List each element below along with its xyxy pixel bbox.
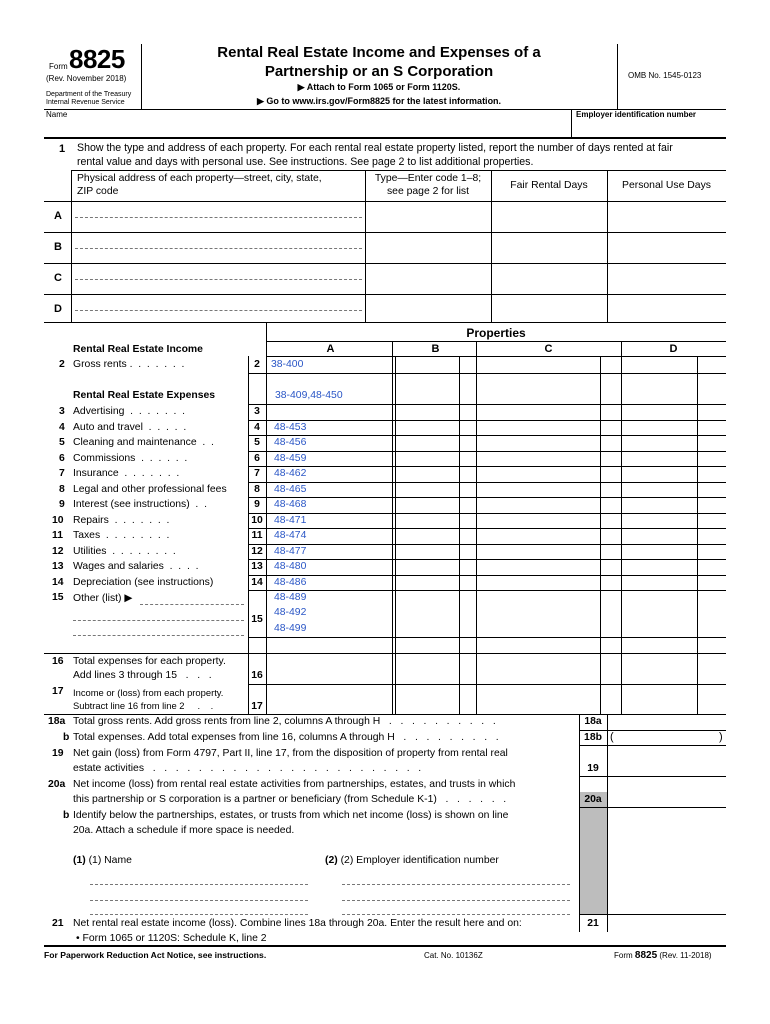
address-col-header-1: Physical address of each property—street, city, state, (77, 173, 322, 184)
expense-line-code[interactable]: 48-468 (274, 499, 307, 510)
expense-line-box: 11 (251, 530, 263, 541)
expense-line-box: 10 (251, 515, 263, 526)
line-2-number: 2 (59, 359, 65, 370)
paperwork-notice: For Paperwork Reduction Act Notice, see instructions. (44, 950, 267, 960)
line-20b-text-1: Identify below the partnerships, estates, or trusts from which net income (loss) is shown on line (73, 810, 509, 821)
line-20b-text-2: 20a. Attach a schedule if more space is needed. (73, 825, 295, 836)
personal-use-col-header: Personal Use Days (622, 180, 711, 191)
expense-line-code[interactable]: 48-474 (274, 530, 307, 541)
revision: (Rev. November 2018) (46, 74, 127, 83)
line-19-number: 19 (52, 748, 64, 759)
line-18a-text: Total gross rents. Add gross rents from line 2, columns A through H . . . . . . . . . . (73, 716, 496, 727)
expense-line-label: Interest (see instructions) . . (73, 499, 207, 510)
line-19-text-2: estate activities . . . . . . . . . . . . . . . . . . . . . . . . (73, 763, 422, 774)
expense-line-box: 12 (251, 546, 263, 557)
line-2-code[interactable]: 38-400 (271, 359, 304, 370)
line-15-box: 15 (251, 614, 263, 625)
expense-line-code[interactable]: 48-453 (274, 422, 307, 433)
expense-line-code[interactable]: 48-462 (274, 468, 307, 479)
expense-line-box: 8 (254, 484, 260, 495)
department: Department of the Treasury (46, 91, 132, 98)
line-20a-amount[interactable] (609, 792, 725, 806)
line-15-number: 15 (52, 592, 64, 603)
line-16-text-1: Total expenses for each property. (73, 656, 226, 667)
property-col-a: A (326, 343, 335, 355)
property-col-c: C (544, 343, 553, 355)
property-row-label-b: B (54, 241, 62, 253)
properties-heading: Properties (466, 326, 526, 340)
expense-line-number: 11 (52, 530, 63, 541)
expenses-heading: Rental Real Estate Expenses (73, 390, 216, 401)
line-21-amount[interactable] (609, 916, 725, 931)
line-20a-text-2: this partnership or S corporation is a partner or beneficiary (from Schedule K-1) . . . . . . (73, 794, 507, 805)
property-row-label-c: C (54, 272, 62, 284)
expense-line-label: Taxes . . . . . . . . (73, 530, 170, 541)
identify-col-ein: (2) (2) Employer identification number (325, 855, 499, 866)
expense-line-number: 4 (59, 422, 65, 433)
line-18b-number: b (63, 732, 70, 743)
catalog-number: Cat. No. 10136Z (424, 951, 483, 960)
line-18b-close-paren: ) (719, 731, 723, 743)
name-label: Name (46, 110, 68, 119)
line-1-instruction-1: Show the type and address of each property. For each rental real estate property listed, report the number of days rented at fair (77, 142, 673, 154)
line-15-code-3[interactable]: 48-499 (274, 623, 307, 634)
ein-label: Employer identification number (576, 110, 697, 119)
expense-line-number: 5 (59, 437, 65, 448)
form-number: 8825 (69, 44, 125, 74)
expense-line-code[interactable]: 48-459 (274, 453, 307, 464)
line-18b-text: Total expenses. Add total expenses from line 16, columns A through H . . . . . . . . . (73, 732, 499, 743)
expense-line-code[interactable]: 48-456 (274, 437, 307, 448)
property-row-label-a: A (54, 210, 62, 222)
line-17-number: 17 (52, 686, 64, 697)
ein-field[interactable] (573, 120, 725, 137)
line-21-box: 21 (587, 918, 599, 929)
line-20a-box: 20a (584, 794, 602, 805)
expense-line-label: Legal and other professional fees (73, 484, 227, 495)
expense-line-label: Advertising . . . . . . . (73, 406, 186, 417)
line-15-code-1[interactable]: 48-489 (274, 592, 307, 603)
line-2-box: 2 (254, 359, 260, 370)
line-15-code-2[interactable]: 48-492 (274, 607, 307, 618)
income-heading: Rental Real Estate Income (73, 344, 203, 355)
expense-line-number: 6 (59, 453, 65, 464)
line-20a-text-1: Net income (loss) from rental real estate activities from partnerships, estates, and trusts in which (73, 779, 516, 790)
line-17-box: 17 (251, 701, 263, 712)
line-16-number: 16 (52, 656, 64, 667)
expense-line-code[interactable]: 48-477 (274, 546, 307, 557)
property-col-b: B (431, 343, 440, 355)
expense-line-box: 4 (254, 422, 260, 433)
expense-line-number: 14 (52, 577, 64, 588)
expense-line-label: Auto and travel . . . . . (73, 422, 187, 433)
line-19-text-1: Net gain (loss) from Form 4797, Part II, line 17, from the disposition of property from rental real (73, 748, 508, 759)
expense-line-label: Insurance . . . . . . . (73, 468, 180, 479)
line-18a-number: 18a (48, 716, 66, 727)
form-title-line2: Partnership or an S Corporation (264, 63, 494, 80)
type-col-header-1: Type—Enter code 1–8; (374, 173, 482, 184)
line-18a-box: 18a (584, 716, 602, 727)
form-title-line1: Rental Real Estate Income and Expenses of a (217, 44, 541, 61)
identify-col-name: (1) (1) Name (73, 855, 132, 866)
form-reference: Form 8825 (Rev. 11-2018) (614, 950, 712, 961)
expense-line-code[interactable]: 48-471 (274, 515, 307, 526)
line-20b-number: b (63, 810, 70, 821)
line-18b-box: 18b (584, 732, 602, 743)
agency: Internal Revenue Service (46, 99, 125, 106)
expense-line-label: Utilities . . . . . . . . (73, 546, 176, 557)
expense-line-number: 9 (59, 499, 65, 510)
expense-line-box: 3 (254, 406, 260, 417)
expense-line-code[interactable]: 48-465 (274, 484, 307, 495)
expense-line-box: 7 (254, 468, 260, 479)
line-17-text-1: Income or (loss) from each property. (73, 687, 224, 698)
expense-line-number: 7 (59, 468, 65, 479)
property-col-d: D (669, 343, 678, 355)
form-word: Form (49, 62, 68, 71)
line-21-number: 21 (52, 918, 64, 929)
expense-line-number: 10 (52, 515, 64, 526)
line-1-instruction-2: rental value and days with personal use. See instructions. See page 2 to list additional properties. (77, 156, 534, 168)
name-field[interactable] (44, 120, 569, 137)
expense-line-label: Cleaning and maintenance . . (73, 437, 214, 448)
property-row-label-d: D (54, 303, 62, 315)
expense-line-label: Repairs . . . . . . . (73, 515, 170, 526)
website-instruction: ▶ Go to www.irs.gov/Form8825 for the latest information. (256, 96, 502, 106)
line-18a-amount[interactable] (609, 716, 725, 729)
expense-line-box: 6 (254, 453, 260, 464)
expense-line-label: Depreciation (see instructions) (73, 577, 214, 588)
line-1-number: 1 (59, 143, 66, 155)
line-19-amount[interactable] (609, 760, 725, 775)
line-20a-number: 20a (48, 779, 66, 790)
expense-line-code[interactable]: 48-480 (274, 561, 307, 572)
expense-line-box: 5 (254, 437, 260, 448)
expense-line-box: 13 (251, 561, 263, 572)
expense-line-box: 9 (254, 499, 260, 510)
expense-line-box: 14 (251, 577, 263, 588)
address-col-header-2: ZIP code (77, 186, 119, 197)
line-21-text-1: Net rental real estate income (loss). Combine lines 18a through 20a. Enter the result here and on: (73, 918, 522, 929)
line-21-text-2: • Form 1065 or 1120S: Schedule K, line 2 (76, 933, 267, 944)
expenses-heading-code[interactable]: 38-409,48-450 (275, 390, 343, 401)
type-col-header-2: see page 2 for list (386, 186, 470, 197)
line-18b-open-paren: ( (610, 731, 614, 743)
expense-line-number: 13 (52, 561, 64, 572)
omb-number: OMB No. 1545-0123 (628, 71, 702, 80)
expense-line-number: 3 (59, 406, 65, 417)
attach-instruction: ▶ Attach to Form 1065 or Form 1120S. (297, 82, 461, 92)
fair-rental-col-header: Fair Rental Days (510, 180, 588, 191)
line-15-label: Other (list) ▶ (73, 593, 133, 604)
line-17-text-2: Subtract line 16 from line 2 . . (73, 700, 214, 711)
line-19-box: 19 (587, 763, 599, 774)
line-2-label: Gross rents . . . . . . . (73, 359, 185, 370)
line-18b-amount[interactable] (616, 732, 716, 744)
expense-line-number: 12 (52, 546, 64, 557)
line-16-text-2: Add lines 3 through 15 . . . (73, 670, 212, 681)
expense-line-label: Wages and salaries . . . . (73, 561, 199, 572)
line-16-box: 16 (251, 670, 263, 681)
expense-line-code[interactable]: 48-486 (274, 577, 307, 588)
expense-line-number: 8 (59, 484, 65, 495)
expense-line-label: Commissions . . . . . . (73, 453, 188, 464)
